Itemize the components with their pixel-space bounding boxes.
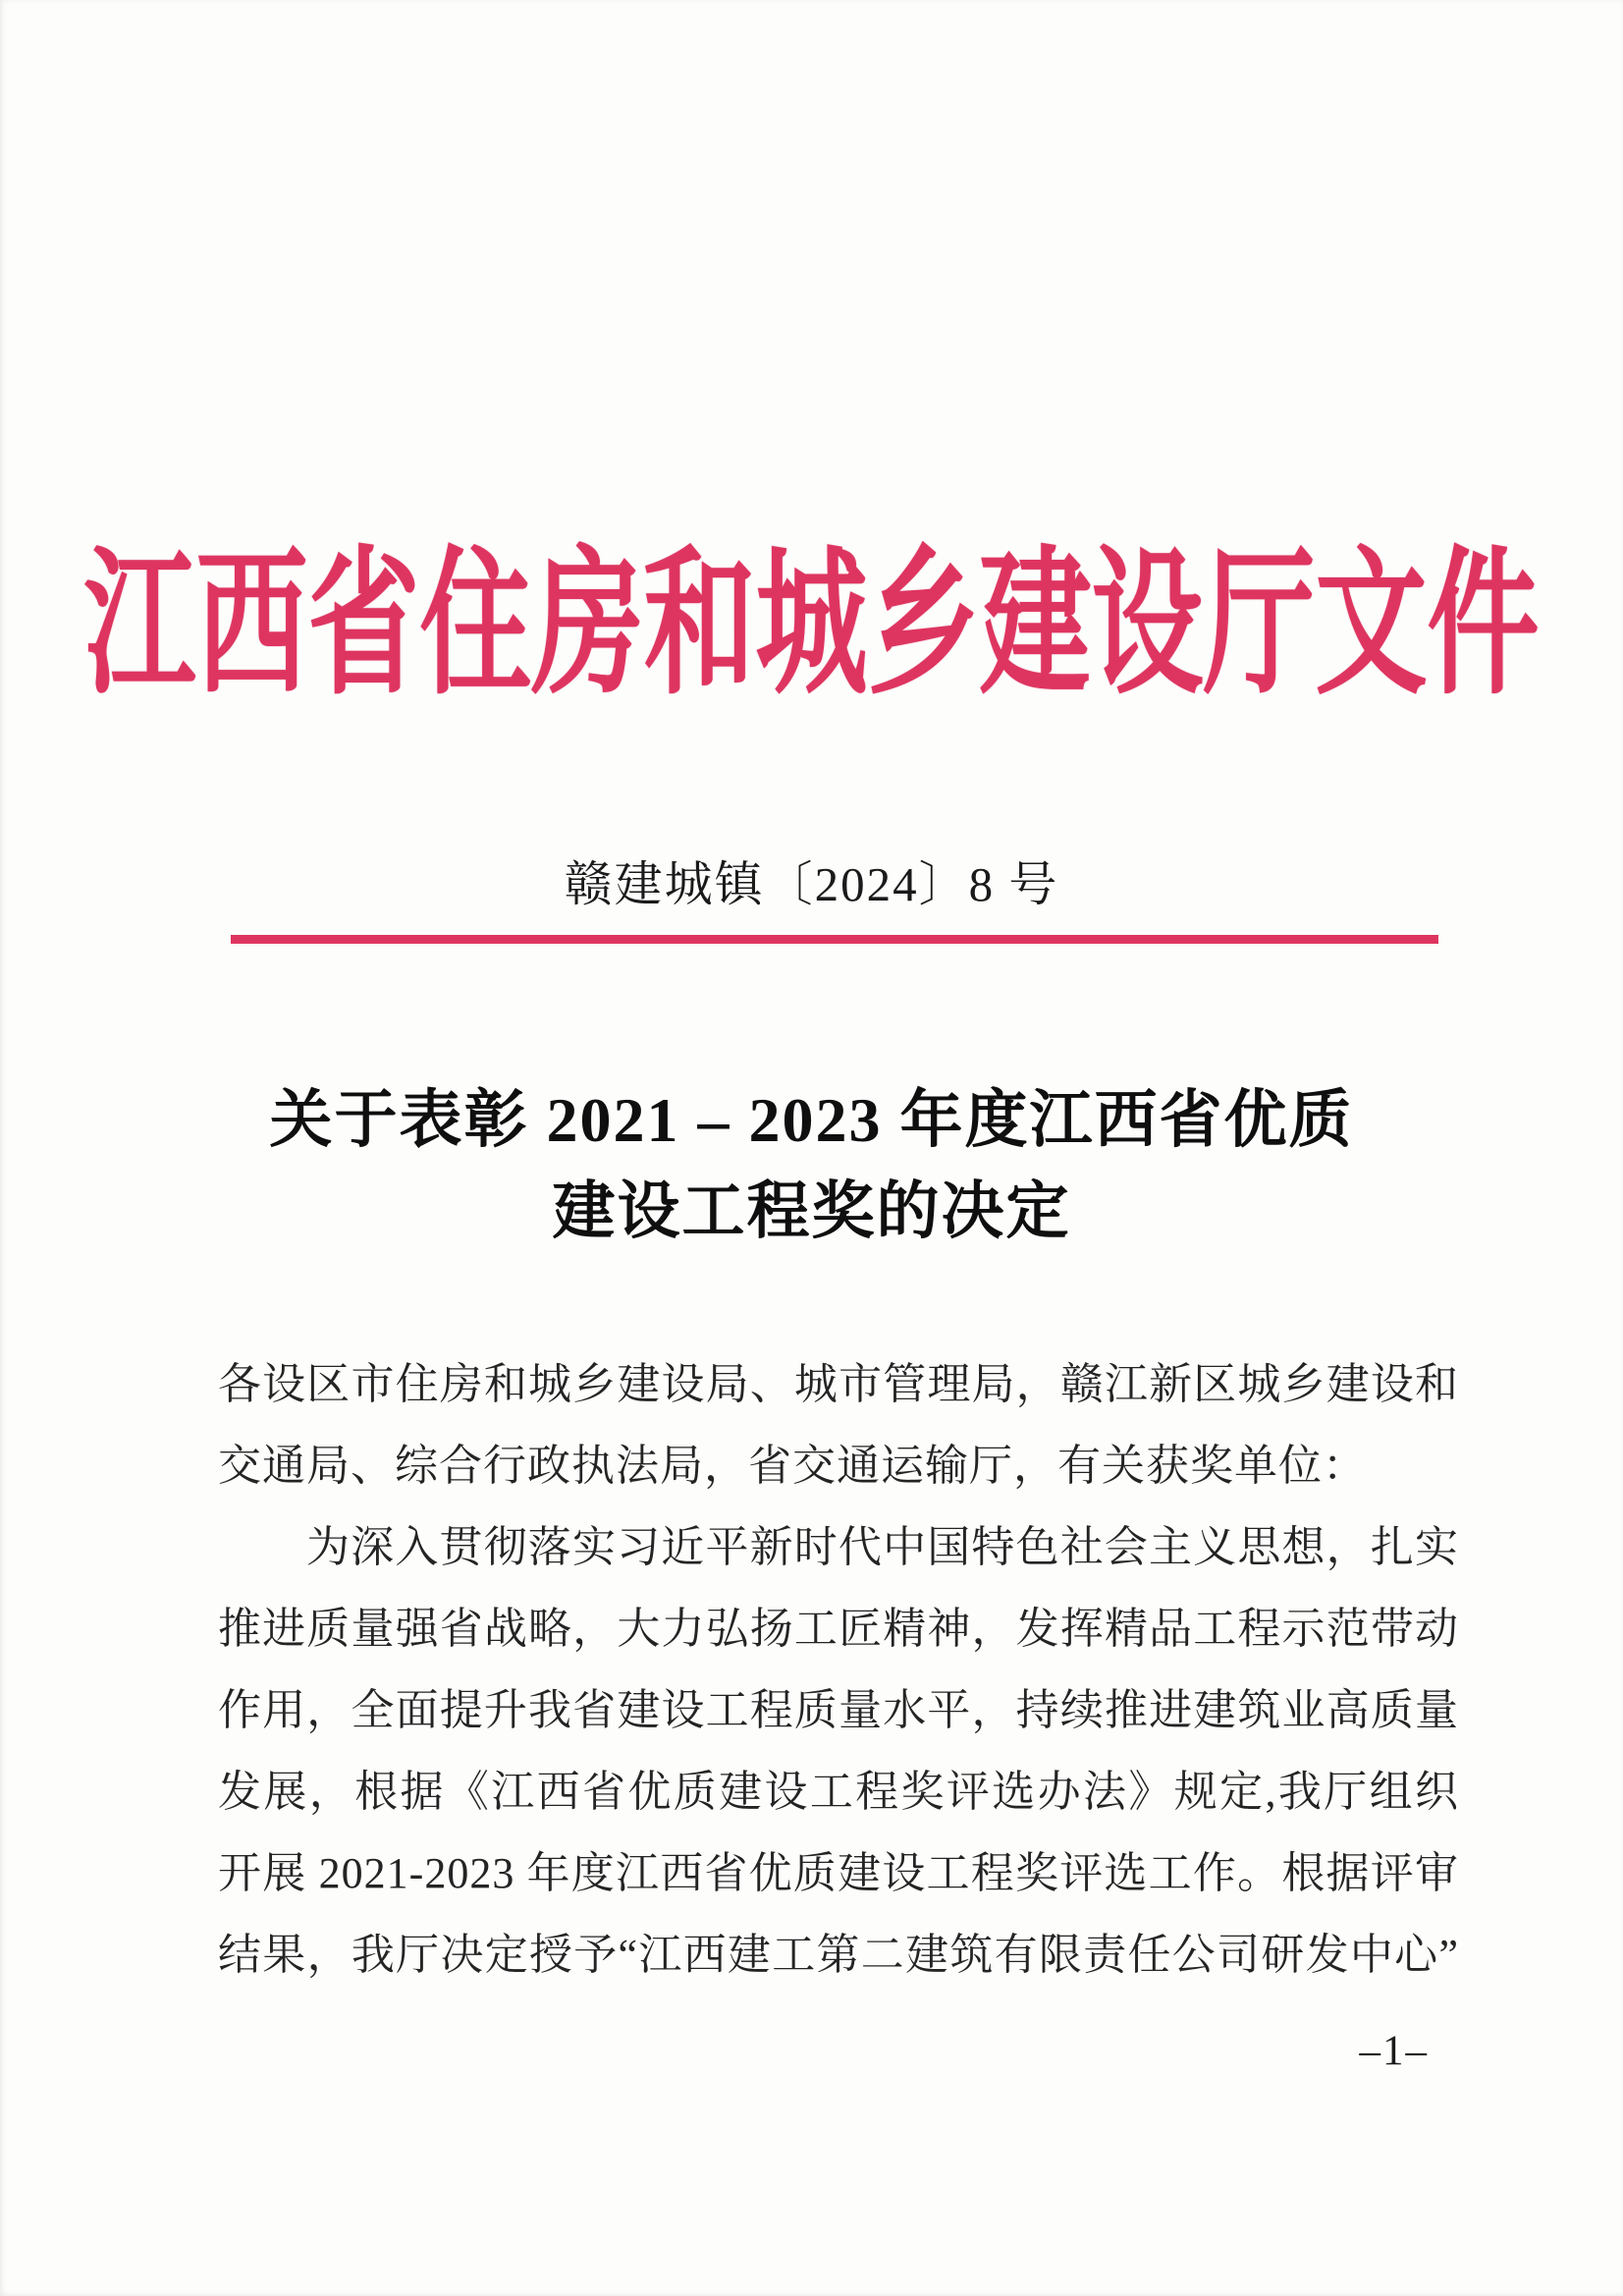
document-reference-number: 赣建城镇〔2024〕8 号	[564, 857, 1059, 911]
letterhead-banner	[0, 536, 1623, 714]
body-line: 为深入贯彻落实习近平新时代中国特色社会主义思想，扎实	[306, 1523, 1459, 1571]
red-separator-line	[231, 935, 1438, 944]
document-title-line-2: 建设工程奖的决定	[552, 1176, 1071, 1246]
body-line: 推进质量强省战略，大力弘扬工匠精神，发挥精品工程示范带动	[218, 1605, 1459, 1653]
page-number: –1–	[1359, 2028, 1429, 2074]
body-line: 发展，根据《江西省优质建设工程奖评选办法》规定,我厅组织	[218, 1768, 1459, 1816]
letterhead-title: 江西省住房和城乡建设厅文件	[83, 536, 1540, 714]
body-line: 各设区市住房和城乡建设局、城市管理局，赣江新区城乡建设和	[218, 1360, 1459, 1408]
document-title	[0, 1074, 1623, 1257]
body-line: 交通局、综合行政执法局，省交通运输厅，有关获奖单位：	[218, 1442, 1367, 1490]
body-line: 作用，全面提升我省建设工程质量水平，持续推进建筑业高质量	[218, 1686, 1459, 1734]
document-body	[218, 1343, 1459, 1995]
body-line: 结果，我厅决定授予“江西建工第二建筑有限责任公司研发中心”	[218, 1931, 1459, 1979]
document-title-line-1: 关于表彰 2021 – 2023 年度江西省优质	[269, 1085, 1354, 1155]
body-line: 开展 2021-2023 年度江西省优质建设工程奖评选工作。根据评审	[218, 1849, 1459, 1897]
